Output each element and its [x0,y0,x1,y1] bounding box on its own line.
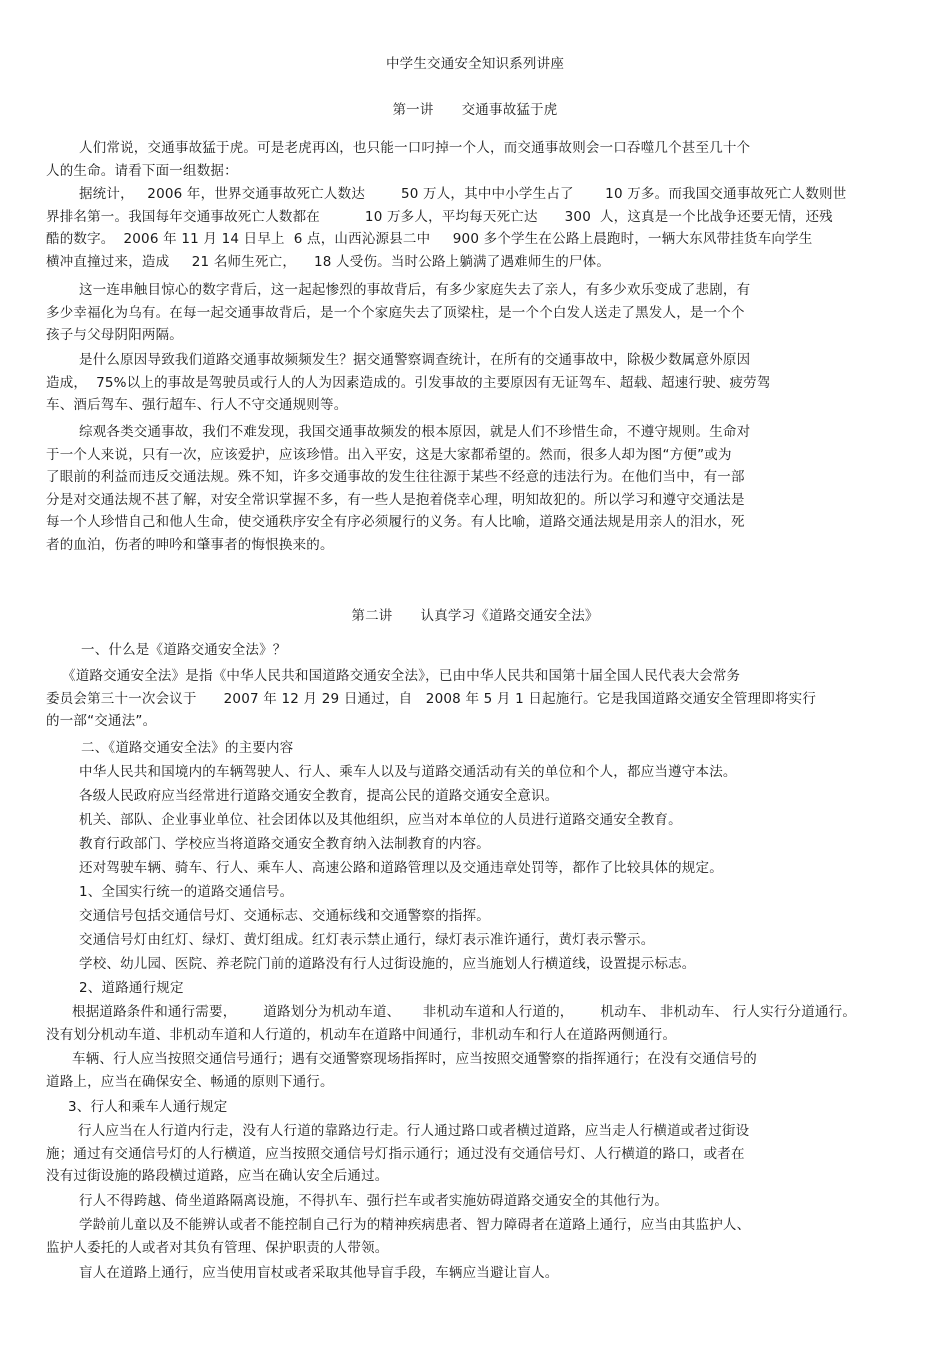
lecture-2-text-line: 教育行政部门、学校应当将道路交通安全教育纳入法制教育的内容。 [79,836,490,852]
lecture-2-text-line: 委员会第三十一次会议于 2007 年 12 月 29 日通过，自 2008 年 5 月 1 日起施行。它是我国道路交通安全管理即将实行 [46,690,817,707]
lecture-2-heading [0,604,950,624]
lecture-2-text-line: 交通信号包括交通信号灯、交通标志、交通标线和交通警察的指挥。 [79,908,490,924]
lecture-2-paragraph [0,665,870,733]
lecture-1-text-line: 了眼前的利益而违反交通法规。殊不知，许多交通事故的发生往往源于某些不经意的违法行为。在他们当中，有一部 [46,469,745,485]
lecture-2-text-line: 3、行人和乘车人通行规定 [68,1099,228,1115]
lecture-2-paragraph [0,737,870,760]
lecture-2-number: 第二讲 [351,608,393,624]
lecture-1-text-line: 这一连串触目惊心的数字背后，这一起起惨烈的事故背后，有多少家庭失去了亲人，有多少欢乐变成了悲剧，有 [79,282,751,298]
lecture-1-text-line: 造成， 75%以上的事故是驾驶员或行人的人为因素造成的。引发事故的主要原因有无证驾车、超载、超速行驶、疲劳驾 [46,374,771,391]
lecture-1-text-line: 据统计， 2006 年，世界交通事故死亡人数达 50 万人，其中中小学生占了 10 万多。而我国交通事故死亡人数则世 [79,186,847,202]
lecture-2-text-line: 还对驾驶车辆、骑车、行人、乘车人、高速公路和道路管理以及交通违章处罚等，都作了比较具体的规定。 [79,860,723,876]
lecture-1-text-line: 于一个人来说，只有一次，应该爱护，应该珍惜。出入平安，这是大家都希望的。然而，很多人却为图“方便”或为 [46,446,732,463]
lecture-2-text-line: 《道路交通安全法》是指《中华人民共和国道路交通安全法》，已由中华人民共和国第十届全国人民代表大会常务 [62,668,741,684]
lecture-2-paragraph [0,639,870,662]
lecture-2-text-line: 行人应当在人行道内行走，没有人行道的靠路边行走。行人通过路口或者横过道路，应当走人行横道或者过街设 [78,1123,750,1139]
lecture-1-text-line: 是什么原因导致我们道路交通事故频频发生？据交通警察调查统计，在所有的交通事故中，除极少数属意外原因 [79,352,751,368]
lecture-2-text-line: 2、道路通行规定 [79,980,184,996]
lecture-2-paragraph [0,1262,870,1285]
lecture-2-text-line: 道路上，应当在确保安全、畅通的原则下通行。 [46,1073,334,1090]
lecture-2-text-line: 没有划分机动车道、非机动车道和人行道的，机动车在道路中间通行，非机动车和行人在道路两侧通行。 [46,1026,677,1043]
lecture-1-text-line: 酷的数字。 2006 年 11 月 14 日早上 6 点，山西沁源县二中 900 多个学生在公路上晨跑时，一辆大东风带挂货车向学生 [46,231,813,247]
lecture-2-text-line: 施；通过有交通信号灯的人行横道，应当按照交通信号灯指示通行；通过没有交通信号灯、人行横道的路口，或者在 [46,1145,745,1162]
lecture-1-title: 交通事故猛于虎 [461,102,558,118]
lecture-1-text-line: 车、酒后驾车、强行超车、行人不守交通规则等。 [46,397,348,413]
lecture-1-text-line: 人们常说，交通事故猛于虎。可是老虎再凶，也只能一口叼掉一个人，而交通事故则会一口吞噬几个甚至几十个 [79,140,751,156]
lecture-2-text-line: 根据道路条件和通行需要， 道路划分为机动车道、 非机动车道和人行道的， 机动车、 非机动车、 行人实行分道通行。 [72,1004,857,1020]
lecture-2-text-line: 的一部“交通法”。 [46,713,157,729]
lecture-2-text-line: 一、什么是《道路交通安全法》？ [81,642,287,658]
lecture-2-text-line: 学龄前儿童以及不能辨认或者不能控制自己行为的精神疾病患者、智力障碍者在道路上通行，应当由其监护人、 [79,1217,751,1233]
lecture-2-paragraph [0,1120,870,1188]
lecture-2-text-line: 监护人委托的人或者对其负有管理、保护职责的人带领。 [46,1239,389,1256]
lecture-2-text-line: 盲人在道路上通行，应当使用盲杖或者采取其他导盲手段，车辆应当避让盲人。 [79,1265,559,1281]
lecture-2-paragraph [0,833,870,856]
lecture-2-paragraph [0,905,870,928]
lecture-2-text-line: 车辆、行人应当按照交通信号通行；遇有交通警察现场指挥时，应当按照交通警察的指挥通行；在没有交通信号的 [72,1051,757,1067]
lecture-2-paragraph [0,929,870,952]
lecture-2-text-line: 学校、幼儿园、医院、养老院门前的道路没有行人过街设施的，应当施划人行横道线，设置提示标志。 [79,956,696,972]
lecture-2-paragraph [0,1001,870,1046]
lecture-2-paragraph [0,977,870,1000]
document-title: 中学生交通安全知识系列讲座 [385,56,565,72]
lecture-1-paragraph [0,349,870,417]
lecture-2-text-line: 二、《道路交通安全法》的主要内容 [81,740,294,756]
lecture-1-text-line: 界排名第一。我国每年交通事故死亡人数都在 10 万多人，平均每天死亡达 300 人，这真是一个比战争还要无情，还残 [46,208,833,225]
lecture-2-paragraph [0,1190,870,1213]
lecture-2-text-line: 机关、部队、企业事业单位、社会团体以及其他组织，应当对本单位的人员进行道路交通安全教育。 [79,812,682,828]
lecture-1-heading [0,98,950,118]
lecture-1-paragraph [0,279,870,347]
lecture-1-text-line: 孩子与父母阴阳两隔。 [46,327,183,343]
lecture-2-paragraph [0,1096,870,1119]
lecture-1-text-line: 多少幸福化为乌有。在每一起交通事故背后，是一个个家庭失去了顶梁柱，是一个个白发人送走了黑发人，是一个个 [46,304,745,321]
lecture-2-text-line: 中华人民共和国境内的车辆驾驶人、行人、乘车人以及与道路交通活动有关的单位和个人，都应当遵守本法。 [79,764,737,780]
lecture-2-text-line: 行人不得跨越、倚坐道路隔离设施，不得扒车、强行拦车或者实施妨碍道路交通安全的其他行为。 [79,1193,669,1209]
lecture-2-text-line: 交通信号灯由红灯、绿灯、黄灯组成。红灯表示禁止通行，绿灯表示准许通行，黄灯表示警示。 [79,932,655,948]
lecture-2-paragraph [0,953,870,976]
lecture-2-paragraph [0,809,870,832]
lecture-1-text-line: 横冲直撞过来，造成 21 名师生死亡， 18 人受伤。当时公路上躺满了遇难师生的尸体。 [46,253,611,270]
lecture-1-paragraph [0,183,870,273]
lecture-1-text-line: 综观各类交通事故，我们不难发现，我国交通事故频发的根本原因，就是人们不珍惜生命，不遵守规则。生命对 [79,424,751,440]
lecture-2-paragraph [0,857,870,880]
lecture-2-paragraph [0,761,870,784]
lecture-1-paragraph [0,421,870,556]
lecture-1-text-line: 每一个人珍惜自己和他人生命，使交通秩序安全有序必须履行的义务。有人比喻，道路交通法规是用亲人的泪水，死 [46,514,745,530]
lecture-2-paragraph [0,1048,870,1093]
lecture-1-text-line: 分是对交通法规不甚了解，对安全常识掌握不多，有一些人是抱着侥幸心理，明知故犯的。所以学习和遵守交通法是 [46,491,745,508]
lecture-1-text-line: 者的血泊，伤者的呻吟和肇事者的悔恨换来的。 [46,536,334,553]
lecture-2-text-line: 没有过街设施的路段横过道路，应当在确认安全后通过。 [46,1168,389,1184]
lecture-2-paragraph [0,881,870,904]
lecture-2-paragraph [0,1214,870,1259]
lecture-1-number: 第一讲 [392,102,434,118]
lecture-2-text-line: 1、全国实行统一的道路交通信号。 [79,884,294,900]
lecture-2-paragraph [0,785,870,808]
lecture-1-text-line: 人的生命。请看下面一组数据： [46,162,238,179]
lecture-1-paragraph [0,137,870,182]
lecture-2-text-line: 各级人民政府应当经常进行道路交通安全教育，提高公民的道路交通安全意识。 [79,788,559,804]
lecture-2-title: 认真学习《道路交通安全法》 [420,608,599,624]
